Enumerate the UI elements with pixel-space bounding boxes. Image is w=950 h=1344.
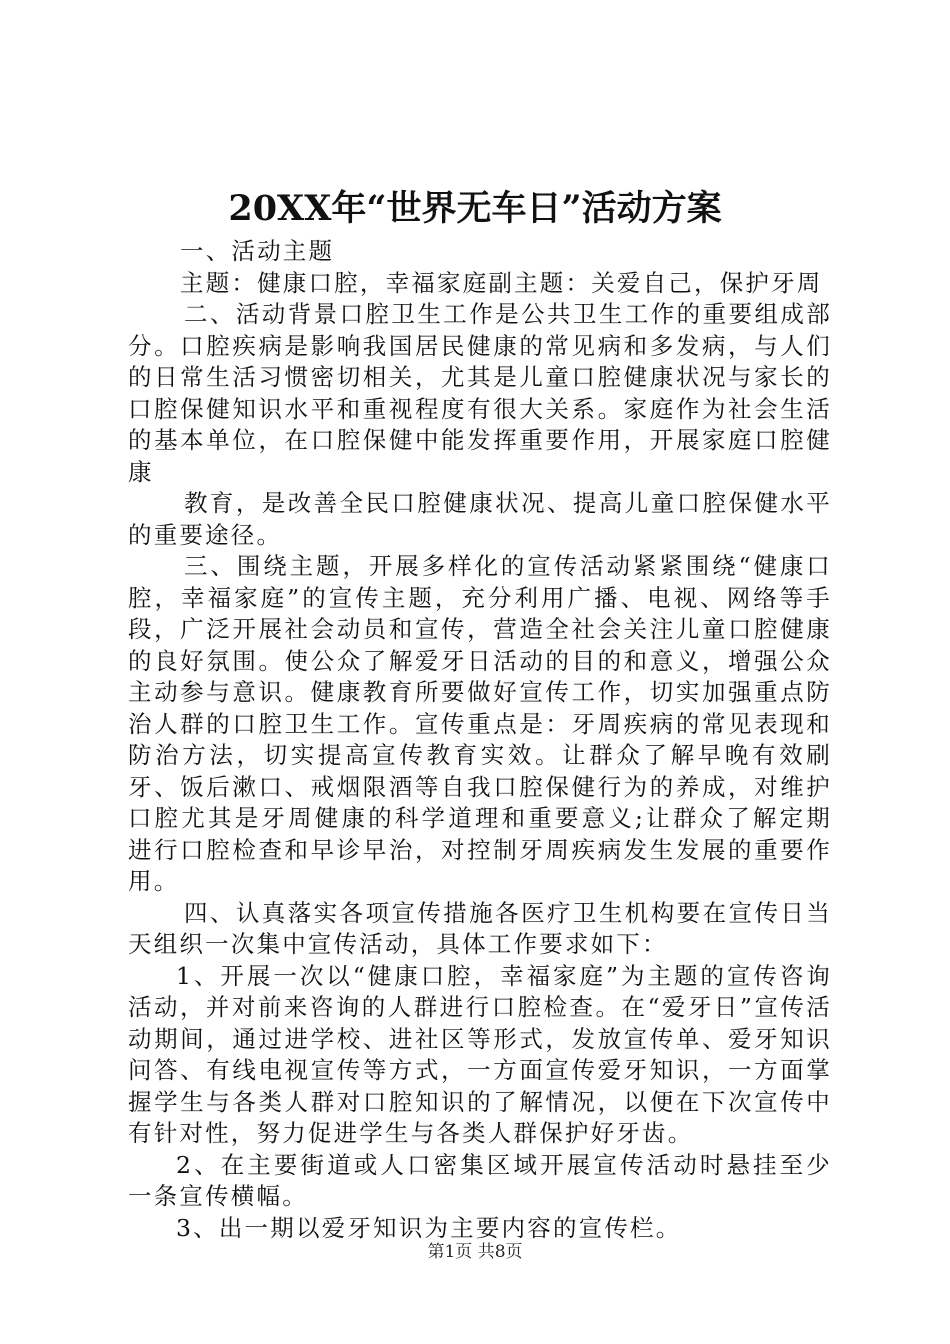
paragraph-theme: 主题：健康口腔，幸福家庭副主题：关爱自己，保护牙周 bbox=[180, 268, 823, 297]
paragraph-education: 教育，是改善全民口腔健康状况、提高儿童口腔保健水平的重要途径。 bbox=[128, 489, 832, 549]
paragraph-publicity: 三、围绕主题，开展多样化的宣传活动紧紧围绕“健康口腔，幸福家庭”的宣传主题，充分利用广播、电视、网络等手段，广泛开展社会动员和宣传，营造全社会关注儿童口腔健康的良好氛围。使公众了解爱牙日活动的目的和意义，增强公众主动参与意识。健康教育所要做好宣传工作，切实加强重点防治人群的口腔卫生工作。宣传重点是：牙周疾病的常见表现和防治方法，切实提高宣传教育实效。让群众了解早晚有效刷牙、饭后漱口、戒烟限酒等自我口腔保健行为的养成，对维护口腔尤其是牙周健康的科学道理和重要意义;让群众了解定期进行口腔检查和早诊早治，对控制牙周疾病发生发展的重要作用。 bbox=[128, 552, 832, 895]
paragraph-background: 二、活动背景口腔卫生工作是公共卫生工作的重要组成部分。口腔疾病是影响我国居民健康的常见病和多发病，与人们的日常生活习惯密切相关，尤其是儿童口腔健康状况与家长的口腔保健知识水平和重视程度有很大关系。家庭作为社会生活的基本单位，在口腔保健中能发挥重要作用，开展家庭口腔健康 bbox=[128, 300, 832, 486]
list-item-2: 2、在主要街道或人口密集区域开展宣传活动时悬挂至少一条宣传横幅。 bbox=[128, 1150, 832, 1210]
document-body bbox=[128, 236, 832, 1244]
paragraph-measures: 四、认真落实各项宣传措施各医疗卫生机构要在宣传日当天组织一次集中宣传活动，具体工作要求如下： bbox=[128, 898, 832, 958]
page-footer: 第1页 共8页 bbox=[427, 1242, 523, 1262]
list-item-1: 1、开展一次以“健康口腔，幸福家庭”为主题的宣传咨询活动，并对前来咨询的人群进行口腔检查。在“爱牙日”宣传活动期间，通过进学校、进社区等形式，发放宣传单、爱牙知识问答、有线电视宣传等方式，一方面宣传爱牙知识，一方面掌握学生与各类人群对口腔知识的了解情况，以便在下次宣传中有针对性，努力促进学生与各类人群保护好牙齿。 bbox=[128, 961, 832, 1147]
list-item-3: 3、出一期以爱牙知识为主要内容的宣传栏。 bbox=[176, 1213, 682, 1242]
document-title: 20XX年“世界无车日”活动方案 bbox=[228, 188, 722, 229]
section-heading-theme: 一、活动主题 bbox=[180, 237, 335, 265]
